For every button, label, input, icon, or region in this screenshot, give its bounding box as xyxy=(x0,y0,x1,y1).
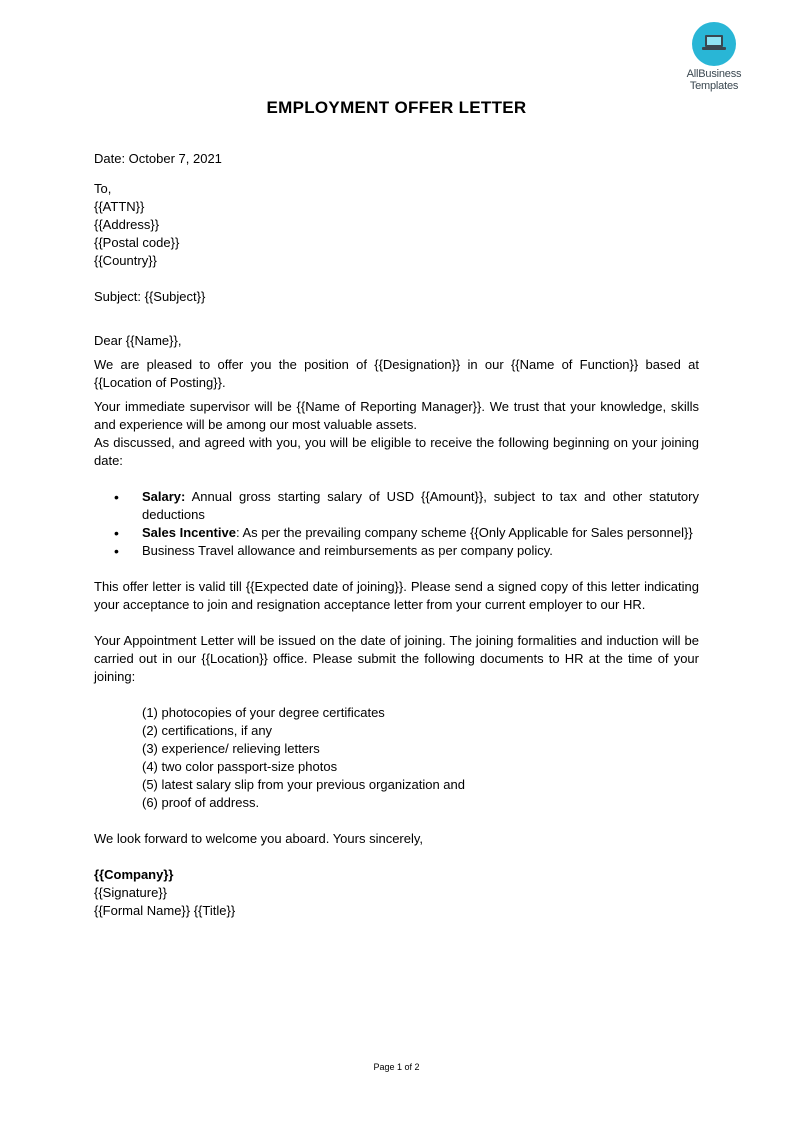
address-to: To, xyxy=(94,181,112,196)
benefit-label: Salary: xyxy=(142,489,186,504)
company-name: {{Company}} xyxy=(94,867,174,882)
document-item: (2) certifications, if any xyxy=(142,723,273,738)
benefit-text: : As per the prevailing company scheme {{Only Applicable for Sales personnel}} xyxy=(235,525,693,540)
address-attn: {{ATTN}} xyxy=(94,199,145,214)
laptop-icon xyxy=(692,22,736,66)
brand-name-line2: Templates xyxy=(689,80,739,92)
document-item: (5) latest salary slip from your previous organization and xyxy=(142,777,465,792)
paragraph-eligibility: As discussed, and agreed with you, you will be eligible to receive the following beginning on your joining date: xyxy=(94,435,699,468)
address-street: {{Address}} xyxy=(94,217,160,232)
benefits-list xyxy=(94,488,699,560)
signature-placeholder: {{Signature}} xyxy=(94,885,168,900)
paragraph-appointment: Your Appointment Letter will be issued on the date of joining. The joining formalities and induction will be carried out in our {{Location}} office. Please submit the following documents to HR at the time of your joining: xyxy=(94,633,699,684)
brand-logo xyxy=(678,22,750,92)
brand-name-line1: AllBusiness xyxy=(686,68,742,80)
benefit-item-incentive xyxy=(94,524,699,542)
benefit-text: Annual gross starting salary of USD {{Amount}}, subject to tax and other statutory deductions xyxy=(142,489,699,522)
signatory-name-title: {{Formal Name}} {{Title}} xyxy=(94,903,236,918)
letter-body xyxy=(94,150,699,920)
documents-list xyxy=(94,704,699,812)
recipient-address xyxy=(94,180,699,270)
document-item: (4) two color passport-size photos xyxy=(142,759,338,774)
page-number: Page 1 of 2 xyxy=(373,1062,420,1072)
document-title: EMPLOYMENT OFFER LETTER xyxy=(266,98,527,117)
address-country: {{Country}} xyxy=(94,253,157,268)
address-postal: {{Postal code}} xyxy=(94,235,180,250)
date-line: Date: October 7, 2021 xyxy=(94,151,222,166)
paragraph-validity: This offer letter is valid till {{Expected date of joining}}. Please send a signed copy of this letter indicating your acceptance to join and resignation acceptance letter from your current employer to our HR. xyxy=(94,579,699,612)
benefit-label: Sales Incentive xyxy=(142,525,236,540)
subject-line: Subject: {{Subject}} xyxy=(94,289,206,304)
paragraph-position: We are pleased to offer you the position of {{Designation}} in our {{Name of Function}} based at {{Location of Posting}}. xyxy=(94,357,699,390)
benefit-item-travel xyxy=(94,542,699,560)
greeting: Dear {{Name}}, xyxy=(94,333,182,348)
benefit-item-salary xyxy=(94,488,699,524)
document-item: (1) photocopies of your degree certificates xyxy=(142,705,385,720)
document-item: (6) proof of address. xyxy=(142,795,260,810)
benefit-text: Business Travel allowance and reimbursements as per company policy. xyxy=(142,543,553,558)
document-item: (3) experience/ relieving letters xyxy=(142,741,320,756)
closing-line: We look forward to welcome you aboard. Yours sincerely, xyxy=(94,831,424,846)
signature-block xyxy=(94,866,699,920)
paragraph-supervisor: Your immediate supervisor will be {{Name of Reporting Manager}}. We trust that your knowledge, skills and experience will be among our most valuable assets. xyxy=(94,399,699,432)
